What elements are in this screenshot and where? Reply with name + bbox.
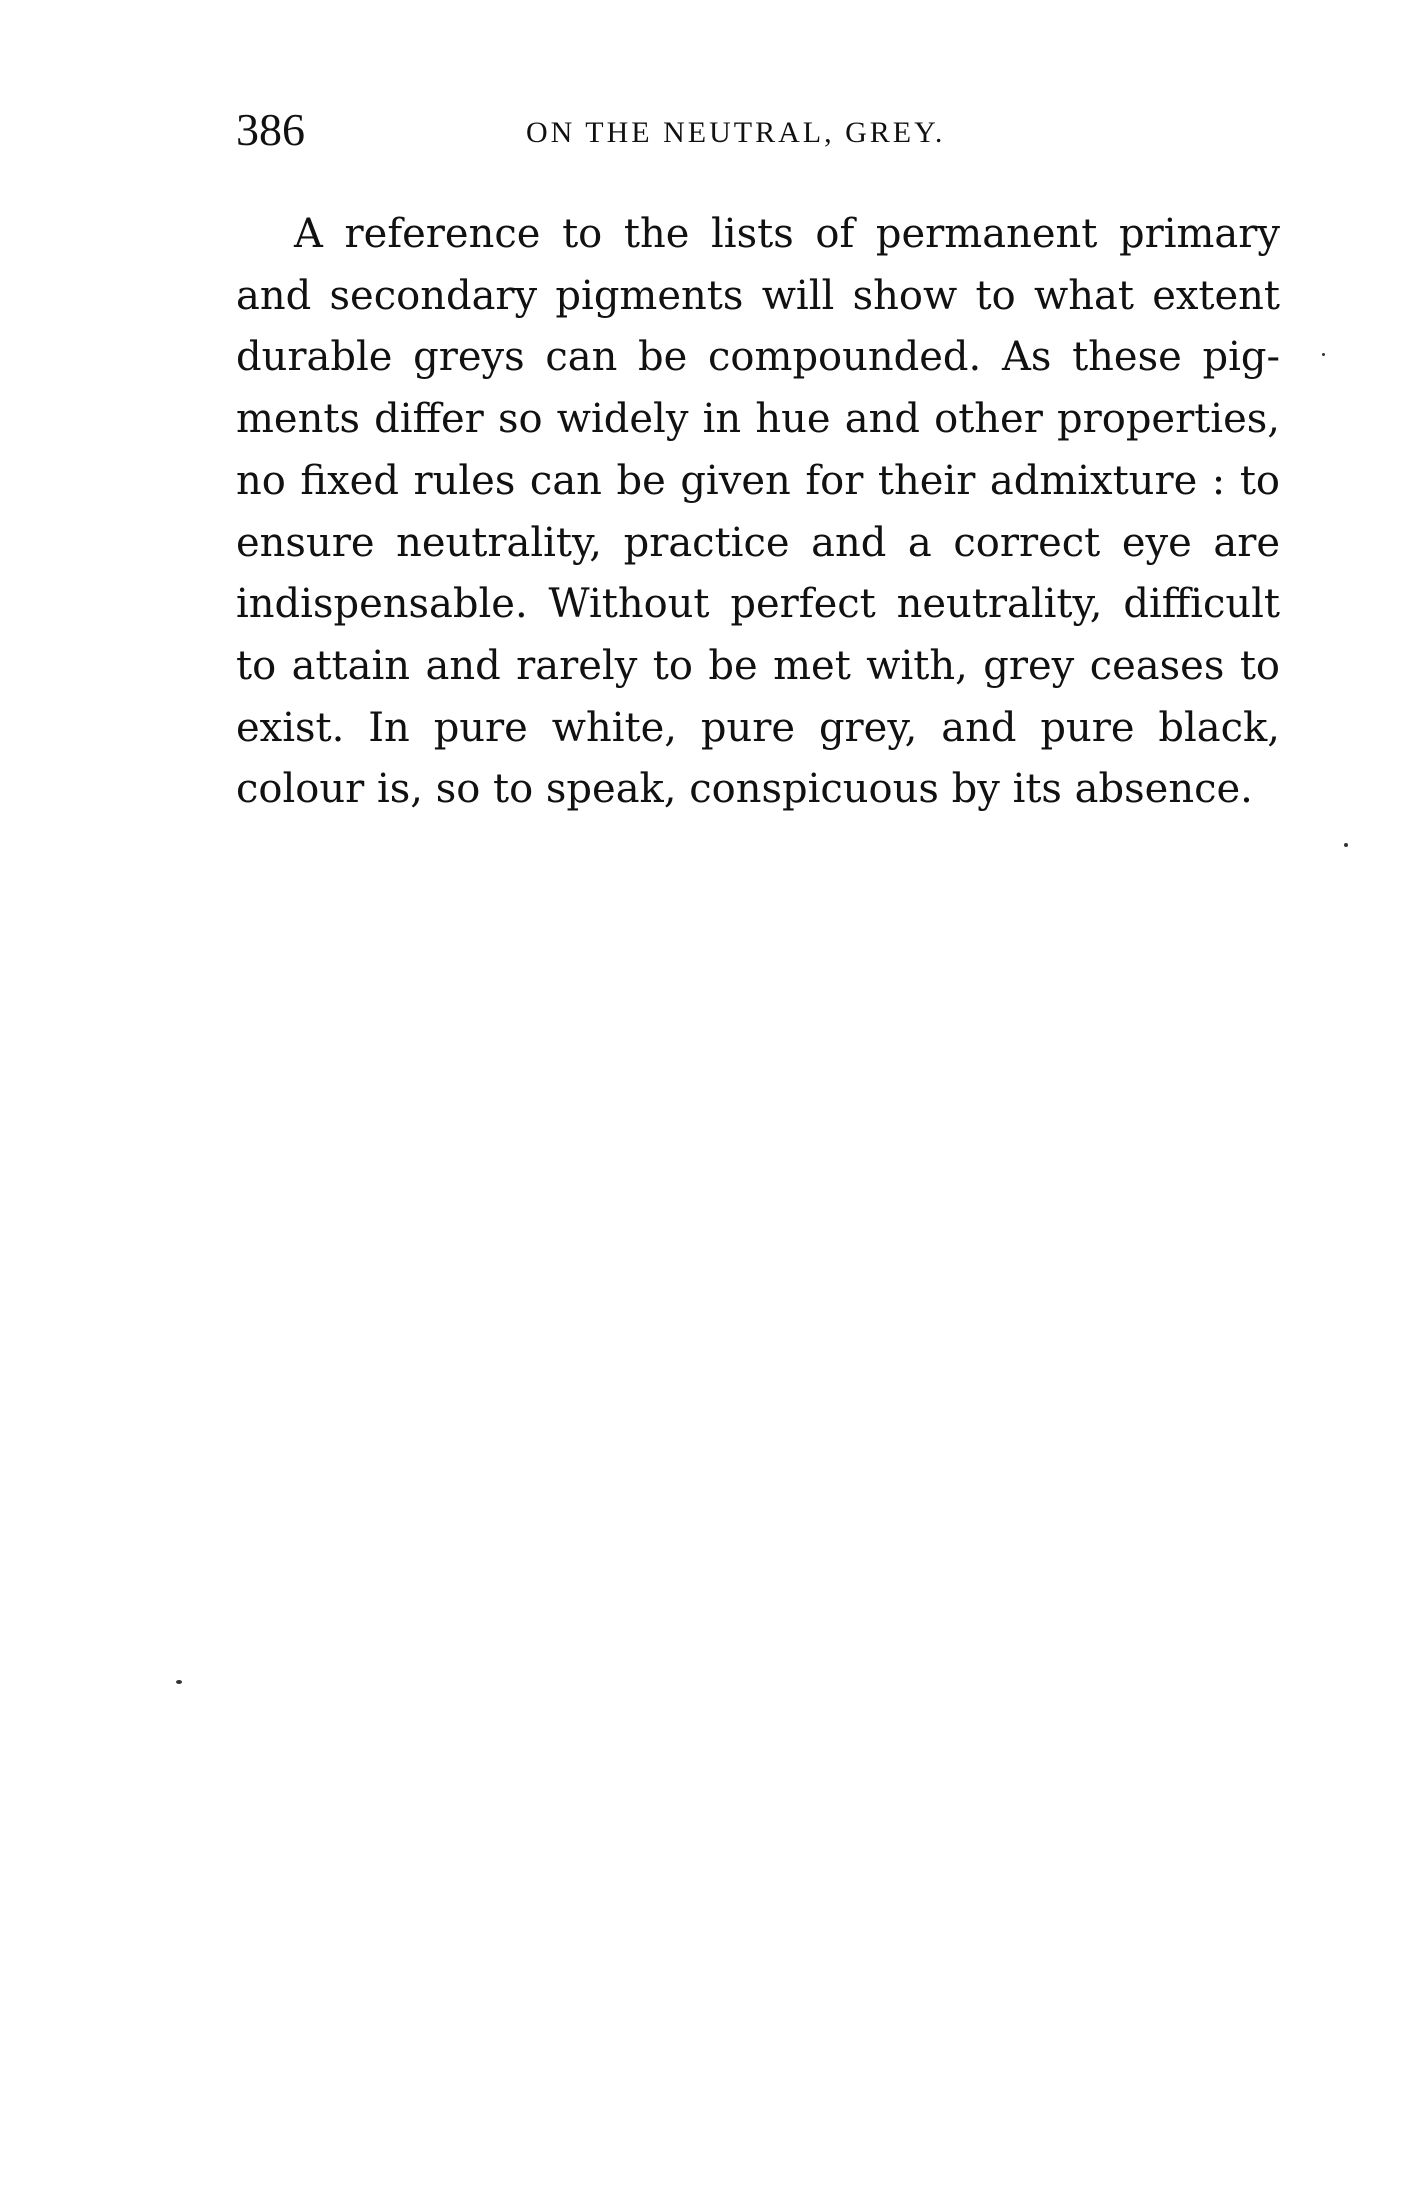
running-head — [236, 100, 1280, 160]
print-speck — [1322, 353, 1325, 356]
page-number: 386 — [236, 104, 305, 155]
body-paragraph: A reference to the lists of permanent primary and secondary pigments will show to what extent durable greys can be compounded. As these pigments differ so widely in hue and other properties, no fixed rules can be given for their admixture : to ensure neutrality, practice and a correct eye are indispensable. Without perfect neutrality, difficult to attain and rarely to be met with, grey ceases to exist. In pure white, pure grey, and pure black, colour is, so to speak, conspicuous by its absence. — [236, 211, 1280, 813]
print-speck — [1344, 843, 1348, 847]
print-speck — [176, 1680, 182, 1684]
running-title: ON THE NEUTRAL, GREY. — [526, 116, 946, 149]
